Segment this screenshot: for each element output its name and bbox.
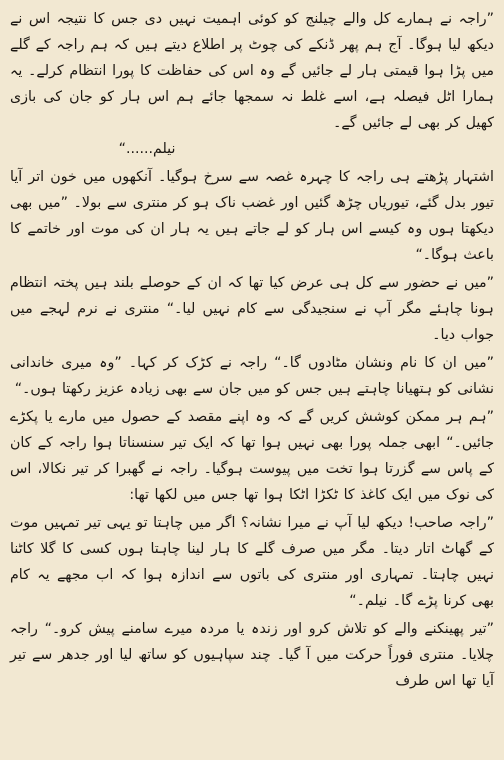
paragraph-search-order: ”تیر پھینکنے والے کو تلاش کرو اور زندہ یا مردہ میرے سامنے پیش کرو۔“ راجہ چلایا۔ منتری فوراً حرکت میں آ گیا۔ چند سپاہیوں کو ساتھ لیا اور جدھر سے تیر آیا تھا اس طرف <box>10 621 494 689</box>
paragraph-arrow-strike: ”ہم ہر ممکن کوشش کریں گے کہ وہ اپنے مقصد کے حصول میں مارے یا پکڑے جائیں۔“ ابھی جملہ پورا بھی نہیں ہوا تھا کہ ایک تیر سنسناتا ہوا راجہ کے کان کے پاس سے گزرتا ہوا تخت میں پیوست ہوگیا۔ راجہ نے گھبرا کر تیر نکالا، اس کی نوک میں ایک کاغذ کا ٹکڑا اٹکا ہوا تھا جس میں لکھا تھا: <box>10 409 494 503</box>
paragraph-challenge-notice: ”راجہ نے ہمارے کل والے چیلنج کو کوئی اہمیت نہیں دی جس کا نتیجہ اس نے دیکھ لیا ہوگا۔ آج ہم پھر ڈنکے کی چوٹ پر اطلاع دیتے ہیں کہ ہم راجہ کے گلے میں پڑا ہوا قیمتی ہار لے جائیں گے وہ اس کی حفاظت کا پورا انتظام کرلے۔ یہ ہمارا اٹل فیصلہ ہے، اسے غلط نہ سمجھا جائے ہم اس ہار کو جان کی بازی کھیل کر بھی لے جائیں گے۔ <box>10 11 494 131</box>
paragraph-raja-anger: اشتہار پڑھتے ہی راجہ کا چہرہ غصہ سے سرخ ہوگیا۔ آنکھوں میں خون اتر آیا تیور بدل گئے، تیوریاں چڑھ گئیں اور غضب ناک ہو کر منتری سے بولا۔ ”میں بھی دیکھتا ہوں وہ کیسے اس ہار کو لے جاتے ہیں یہ ہار ان کی موت اور خاتمے کا باعث ہوگا۔“ <box>10 169 494 263</box>
paragraph-signature: نیلم......“ <box>118 141 176 157</box>
paragraph-arrow-note: ”راجہ صاحب! دیکھ لیا آپ نے میرا نشانہ؟ اگر میں چاہتا تو یہی تیر تمہیں موت کے گھاٹ اتار دیتا۔ مگر میں صرف گلے کا ہار لینا چاہتا ہوں کسی کا گلا کاٹنا نہیں چاہتا۔ تمہاری اور منتری کی باتوں سے اندازہ ہوا کہ اب مجھے یہ کام بھی کرنا پڑے گا۔ نیلم۔“ <box>10 515 494 609</box>
paragraph-minister-reply: ”میں نے حضور سے کل ہی عرض کیا تھا کہ ان کے حوصلے بلند ہیں پختہ انتظام ہونا چاہئے مگر آپ نے سنجیدگی سے کام نہیں لیا۔“ منتری نے نرم لہجے میں جواب دیا۔ <box>10 275 494 343</box>
paragraph-raja-threat: ”میں ان کا نام ونشان مٹادوں گا۔“ راجہ نے کڑک کر کہا۔ ”وہ میری خاندانی نشانی کو ہتھیانا چاہتے ہیں جس کو میں جان سے بھی زیادہ عزیز رکھتا ہوں۔“ <box>10 355 494 397</box>
